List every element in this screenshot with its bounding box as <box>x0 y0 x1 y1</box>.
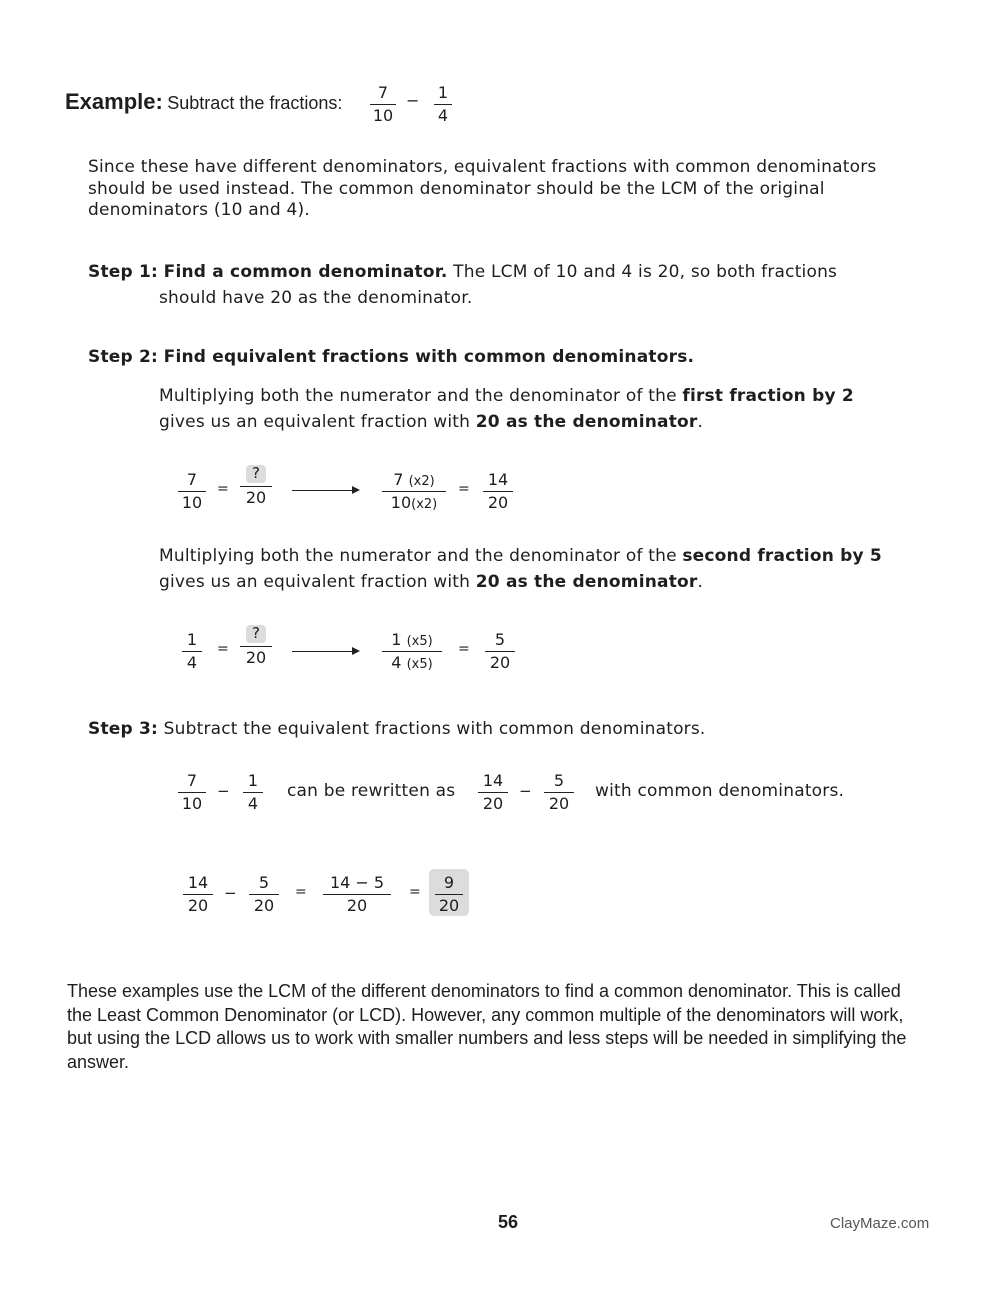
eq1-equals-2: = <box>458 481 470 497</box>
eq1-equals: = <box>217 481 229 497</box>
unknown-box: ? <box>246 625 266 643</box>
page-number: 56 <box>498 1212 519 1232</box>
eq2-multiplied-fraction: 1 (x5) 4 (x5) <box>382 632 442 671</box>
rewrite-minus: − <box>217 782 230 800</box>
eq2-unknown-fraction: ? 20 <box>240 625 272 666</box>
step1 <box>88 259 878 285</box>
intro-paragraph: Since these have different denominators, equivalent fractions with common denominators should be used instead. The common denominator should be the LCM of the original denominators (10 and 4). <box>88 157 877 220</box>
rewrite-fraction-c: 14 20 <box>478 773 508 812</box>
eq1-left-fraction: 7 10 <box>178 472 206 511</box>
step2-paragraph-1: Multiplying both the numerator and the denominator of the first fraction by 2 gives us an equivalent fraction with 20 as the denominator. <box>159 386 854 432</box>
step2-heading <box>88 344 694 370</box>
header-fraction-2: 1 4 <box>434 85 452 124</box>
step1-title: Find a common denominator. <box>163 262 448 282</box>
unknown-box: ? <box>246 465 266 483</box>
rewrite-text-2: with common denominators. <box>595 781 845 801</box>
step3-heading <box>88 716 706 742</box>
example-label: Example: <box>65 89 163 114</box>
eq2-left-fraction: 1 4 <box>182 632 202 671</box>
calc-equals: = <box>295 884 307 900</box>
header-minus: − <box>406 91 420 110</box>
example-heading <box>65 89 342 115</box>
calc-equals-2: = <box>409 884 421 900</box>
step2-paragraph-2: Multiplying both the numerator and the denominator of the second fraction by 5 gives us an equivalent fraction with 20 as the denominator. <box>159 546 882 592</box>
rewrite-text: can be rewritten as <box>287 781 456 801</box>
step1-label: Step 1: <box>88 262 159 282</box>
eq1-result-fraction: 14 20 <box>483 472 513 511</box>
step2-title: Find equivalent fractions with common denominators. <box>163 347 695 367</box>
eq1-multiplied-fraction: 7 (x2) 10(x2) <box>382 472 446 511</box>
site-name: ClayMaze.com <box>830 1215 930 1232</box>
rewrite-fraction-d: 5 20 <box>544 773 574 812</box>
calc-fraction-c: 14 − 5 20 <box>323 875 391 914</box>
header-fraction-1: 7 10 <box>370 85 396 124</box>
step2-label: Step 2: <box>88 347 159 367</box>
step3-title: Subtract the equivalent fractions with common denominators. <box>163 719 706 739</box>
rewrite-fraction-a: 7 10 <box>178 773 206 812</box>
calc-fraction-b: 5 20 <box>249 875 279 914</box>
rewrite-fraction-b: 1 4 <box>243 773 263 812</box>
eq2-equals-2: = <box>458 641 470 657</box>
answer-fraction: 9 20 <box>435 875 463 914</box>
eq2-arrow <box>292 651 358 652</box>
rewrite-minus-2: − <box>519 782 532 800</box>
step1-text: The LCM of 10 and 4 is 20, so both fractions <box>453 262 838 282</box>
calc-fraction-a: 14 20 <box>183 875 213 914</box>
eq2-equals: = <box>217 641 229 657</box>
step1-text-cont: should have 20 as the denominator. <box>159 288 473 308</box>
calc-minus: − <box>224 884 237 902</box>
step3-label: Step 3: <box>88 719 159 739</box>
eq2-result-fraction: 5 20 <box>485 632 515 671</box>
closing-paragraph: These examples use the LCM of the different denominators to find a common denominator. This is called the Least Common Denominator (or LCD). However, any common multiple of the denominators will work, but using the LCD allows us to work with smaller numbers and less steps will be needed in simplifying the answer. <box>67 981 907 1072</box>
eq1-arrow <box>292 490 358 491</box>
eq1-unknown-fraction: ? 20 <box>240 465 272 506</box>
example-text: Subtract the fractions: <box>167 93 343 113</box>
